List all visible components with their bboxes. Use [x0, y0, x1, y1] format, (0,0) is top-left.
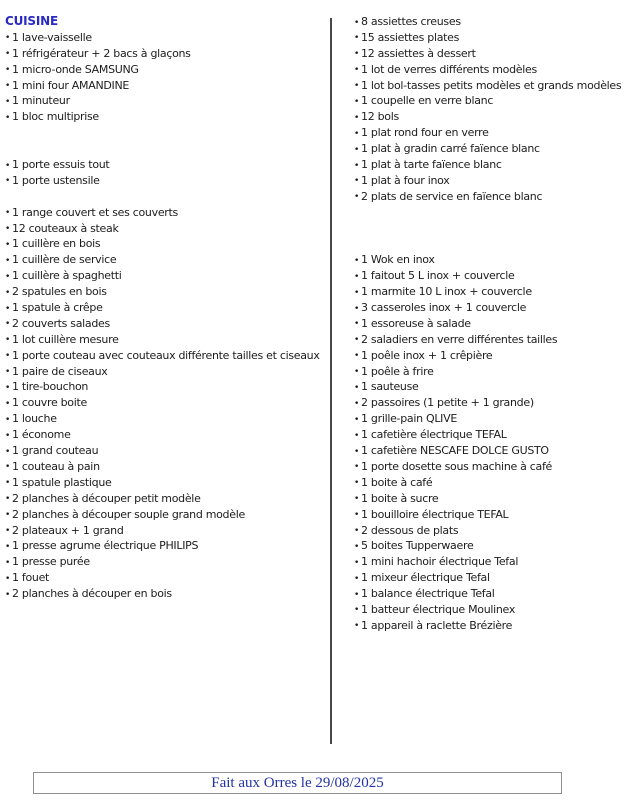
list-item — [5, 554, 329, 570]
list-item — [5, 93, 329, 109]
list-item-text: 1 batteur électrique Moulinex — [361, 602, 516, 616]
list-item — [354, 189, 628, 205]
list-item — [5, 570, 329, 586]
bullet-icon: • — [5, 33, 11, 44]
list-item-text: 1 spatule à crêpe — [12, 301, 103, 315]
list-item-text: 1 bouilloire électrique TEFAL — [361, 507, 509, 521]
blank-row — [5, 189, 329, 205]
bullet-icon: • — [5, 382, 11, 393]
bullet-icon: • — [354, 65, 360, 76]
list-item-text: 2 dessous de plats — [361, 523, 459, 537]
list-item-text: 1 cuillère en bois — [12, 237, 101, 251]
list-item-text: 8 assiettes creuses — [361, 15, 461, 28]
list-item — [354, 427, 628, 443]
list-item-text: 1 sauteuse — [361, 380, 419, 394]
bullet-icon: • — [354, 271, 360, 282]
list-item — [5, 459, 329, 475]
list-item-text: 1 minuteur — [12, 94, 70, 108]
bullet-icon: • — [354, 49, 360, 60]
list-item — [354, 157, 628, 173]
list-item-text: 1 porte dosette sous machine à café — [361, 459, 553, 473]
list-item — [5, 411, 329, 427]
list-item — [5, 475, 329, 491]
list-item-text: 2 passoires (1 petite + 1 grande) — [361, 396, 534, 410]
list-item-text: 1 économe — [12, 428, 71, 442]
list-item — [354, 364, 628, 380]
bullet-icon: • — [354, 144, 360, 155]
list-item — [354, 284, 628, 300]
list-item — [5, 30, 329, 46]
bullet-icon: • — [5, 208, 11, 219]
list-item-text: 1 grille-pain QLIVE — [361, 412, 457, 426]
list-item-text: 1 presse purée — [12, 555, 90, 569]
list-item — [354, 459, 628, 475]
list-item — [5, 236, 329, 252]
list-item — [354, 300, 628, 316]
list-item — [354, 316, 628, 332]
list-item — [354, 379, 628, 395]
list-item — [354, 523, 628, 539]
bullet-icon: • — [354, 160, 360, 171]
list-item-text: 1 spatule plastique — [12, 475, 112, 489]
bullet-icon: • — [354, 176, 360, 187]
list-item-text: 1 cuillère de service — [12, 253, 117, 267]
bullet-icon: • — [354, 382, 360, 393]
list-item — [354, 125, 628, 141]
bullet-icon: • — [354, 367, 360, 378]
list-item-text: 1 faitout 5 L inox + couvercle — [361, 269, 515, 283]
bullet-icon: • — [5, 573, 11, 584]
list-item-text: 1 tire-bouchon — [12, 380, 89, 394]
column-divider-line — [330, 18, 332, 744]
list-item-text: 1 plat à tarte faïence blanc — [361, 158, 502, 172]
bullet-icon: • — [5, 414, 11, 425]
list-item — [5, 109, 329, 125]
bullet-icon: • — [354, 81, 360, 92]
section-title-cuisine: CUISINE — [5, 14, 58, 28]
bullet-icon: • — [354, 303, 360, 314]
bullet-icon: • — [5, 303, 11, 314]
list-item-text: 1 poêle inox + 1 crêpière — [361, 348, 493, 362]
bullet-icon: • — [5, 510, 11, 521]
list-item — [354, 554, 628, 570]
list-item — [354, 141, 628, 157]
list-item-text: 2 planches à découper souple grand modèle — [12, 507, 245, 521]
inventory-column-right — [354, 14, 628, 634]
bullet-icon: • — [5, 446, 11, 457]
bullet-icon: • — [354, 510, 360, 521]
bullet-icon: • — [5, 478, 11, 489]
bullet-icon: • — [5, 335, 11, 346]
bullet-icon: • — [5, 287, 11, 298]
bullet-icon: • — [5, 351, 11, 362]
bullet-icon: • — [5, 81, 11, 92]
list-item — [354, 395, 628, 411]
list-item-text: 1 marmite 10 L inox + couvercle — [361, 285, 532, 299]
list-item — [354, 602, 628, 618]
list-item — [354, 618, 628, 634]
list-item — [5, 205, 329, 221]
list-item — [354, 332, 628, 348]
bullet-icon: • — [354, 573, 360, 584]
list-item-text: 1 fouet — [12, 571, 50, 585]
list-item-text: 2 plats de service en faïence blanc — [361, 189, 543, 203]
blank-row — [5, 141, 329, 157]
bullet-icon: • — [5, 224, 11, 235]
list-item-text: 1 porte couteau avec couteaux différente tailles et ciseaux — [12, 348, 320, 362]
bullet-icon: • — [5, 462, 11, 473]
list-item — [5, 78, 329, 94]
bullet-icon: • — [354, 414, 360, 425]
bullet-icon: • — [5, 49, 11, 60]
list-item-text: 2 couverts salades — [12, 316, 110, 330]
list-item-text: 1 lot de verres différents modèles — [361, 62, 537, 76]
list-item — [354, 252, 628, 268]
list-item — [354, 46, 628, 62]
list-item-text: 1 paire de ciseaux — [12, 364, 108, 378]
blank-row — [354, 236, 628, 252]
list-item-text: 1 plat à gradin carré faïence blanc — [361, 142, 540, 156]
list-item-text: 1 mini four AMANDINE — [12, 78, 130, 92]
list-item-text: 1 coupelle en verre blanc — [361, 94, 494, 108]
bullet-icon: • — [5, 176, 11, 187]
list-item — [5, 46, 329, 62]
list-item — [5, 221, 329, 237]
list-item — [354, 268, 628, 284]
list-item — [354, 475, 628, 491]
list-item — [5, 62, 329, 78]
list-item — [354, 173, 628, 189]
bullet-icon: • — [354, 462, 360, 473]
bullet-icon: • — [354, 287, 360, 298]
list-item-text: 1 plat rond four en verre — [361, 126, 489, 140]
list-item — [5, 300, 329, 316]
list-item — [354, 109, 628, 125]
list-item — [5, 173, 329, 189]
list-item — [5, 538, 329, 554]
list-item-text: 1 lot bol-tasses petits modèles et grands modèles — [361, 78, 622, 92]
list-item-text: 1 boite à sucre — [361, 491, 439, 505]
list-item — [354, 62, 628, 78]
list-item — [5, 491, 329, 507]
bullet-icon: • — [354, 446, 360, 457]
list-item — [5, 379, 329, 395]
bullet-icon: • — [5, 271, 11, 282]
bullet-icon: • — [5, 112, 11, 123]
bullet-icon: • — [5, 526, 11, 536]
list-item — [5, 395, 329, 411]
list-item-text: 1 lave-vaisselle — [12, 30, 92, 44]
list-item-text: 2 planches à découper en bois — [12, 587, 172, 601]
bullet-icon: • — [354, 398, 360, 409]
list-item-text: 1 micro-onde SAMSUNG — [12, 62, 139, 76]
list-item-text: 12 couteaux à steak — [12, 221, 119, 235]
list-item-text: 12 assiettes à dessert — [361, 46, 476, 60]
bullet-icon: • — [354, 526, 360, 536]
list-item — [5, 443, 329, 459]
list-item-text: 1 louche — [12, 412, 57, 426]
list-item — [5, 157, 329, 173]
list-item — [354, 93, 628, 109]
blank-row — [354, 205, 628, 221]
list-item — [354, 443, 628, 459]
list-item — [354, 570, 628, 586]
bullet-icon: • — [354, 478, 360, 489]
bullet-icon: • — [354, 541, 360, 552]
list-item-text: 1 appareil à raclette Brézière — [361, 618, 513, 632]
list-item — [5, 348, 329, 364]
bullet-icon: • — [354, 255, 360, 266]
list-item-text: 2 saladiers en verre différentes tailles — [361, 332, 558, 346]
list-item — [354, 491, 628, 507]
bullet-icon: • — [354, 430, 360, 441]
list-item-text: 1 porte essuis tout — [12, 158, 110, 172]
list-item-text: 1 essoreuse à salade — [361, 316, 471, 330]
list-item — [5, 268, 329, 284]
bullet-icon: • — [354, 335, 360, 346]
inventory-column-left — [5, 14, 329, 602]
list-item — [5, 523, 329, 539]
list-item-text: 1 presse agrume électrique PHILIPS — [12, 539, 199, 553]
footer-date-box — [33, 772, 562, 794]
blank-row — [354, 221, 628, 237]
bullet-icon: • — [354, 557, 360, 568]
list-item-text: 1 Wok en inox — [361, 253, 435, 267]
bullet-icon: • — [5, 541, 11, 552]
list-item — [5, 427, 329, 443]
inventory-list-left — [5, 30, 329, 602]
list-item-text: 12 bols — [361, 110, 399, 124]
list-item — [5, 586, 329, 602]
footer-date-text: Fait aux Orres le 29/08/2025 — [211, 774, 384, 791]
bullet-icon: • — [354, 192, 360, 203]
list-item-text: 1 bloc multiprise — [12, 110, 99, 124]
list-item-text: 1 mixeur électrique Tefal — [361, 571, 490, 585]
list-item-text: 1 mini hachoir électrique Tefal — [361, 555, 519, 569]
list-item — [354, 538, 628, 554]
bullet-icon: • — [5, 589, 11, 600]
bullet-icon: • — [5, 160, 11, 171]
bullet-icon: • — [5, 430, 11, 441]
bullet-icon: • — [354, 621, 360, 632]
list-item — [354, 507, 628, 523]
list-item — [5, 507, 329, 523]
bullet-icon: • — [5, 398, 11, 409]
bullet-icon: • — [5, 557, 11, 568]
list-item-text: 1 balance électrique Tefal — [361, 587, 495, 601]
list-item-text: 5 boites Tupperwaere — [361, 539, 474, 553]
bullet-icon: • — [354, 605, 360, 616]
list-item-text: 2 planches à découper petit modèle — [12, 491, 201, 505]
list-item — [5, 332, 329, 348]
list-item — [5, 252, 329, 268]
blank-row — [5, 125, 329, 141]
list-item-text: 1 plat à four inox — [361, 173, 450, 187]
list-item-text: 2 plateaux + 1 grand — [12, 523, 124, 537]
list-item — [5, 364, 329, 380]
bullet-icon: • — [354, 494, 360, 505]
bullet-icon: • — [354, 17, 360, 28]
list-item — [5, 284, 329, 300]
list-item-text: 1 cafetière électrique TEFAL — [361, 428, 507, 442]
list-item-text: 1 boite à café — [361, 475, 433, 489]
list-item-text: 1 couvre boite — [12, 396, 87, 410]
list-item — [354, 30, 628, 46]
list-item-text: 2 spatules en bois — [12, 285, 107, 299]
list-item-text: 1 réfrigérateur + 2 bacs à glaçons — [12, 46, 191, 60]
list-item-text: 1 cuillère à spaghetti — [12, 269, 122, 283]
bullet-icon: • — [354, 319, 360, 330]
bullet-icon: • — [354, 112, 360, 123]
list-item-text: 1 porte ustensile — [12, 173, 100, 187]
bullet-icon: • — [354, 351, 360, 362]
list-item — [354, 348, 628, 364]
list-item-text: 3 casseroles inox + 1 couvercle — [361, 301, 527, 315]
bullet-icon: • — [5, 367, 11, 378]
bullet-icon: • — [5, 319, 11, 330]
list-item-text: 1 range couvert et ses couverts — [12, 205, 178, 219]
list-item-text: 1 poêle à frire — [361, 364, 434, 378]
list-item-text: 1 grand couteau — [12, 444, 99, 458]
list-item — [5, 316, 329, 332]
bullet-icon: • — [5, 255, 11, 266]
bullet-icon: • — [354, 589, 360, 600]
list-item-text: 1 lot cuillère mesure — [12, 332, 119, 346]
bullet-icon: • — [5, 96, 11, 107]
list-item — [354, 78, 628, 94]
bullet-icon: • — [354, 96, 360, 107]
list-item — [354, 411, 628, 427]
inventory-list-right — [354, 14, 628, 634]
list-item-text: 1 cafetière NESCAFE DOLCE GUSTO — [361, 444, 549, 458]
list-item — [354, 586, 628, 602]
bullet-icon: • — [354, 128, 360, 139]
bullet-icon: • — [354, 33, 360, 44]
bullet-icon: • — [5, 65, 11, 76]
list-item — [354, 14, 628, 30]
bullet-icon: • — [5, 494, 11, 505]
bullet-icon: • — [5, 239, 11, 250]
list-item-text: 15 assiettes plates — [361, 30, 460, 44]
list-item-text: 1 couteau à pain — [12, 459, 100, 473]
